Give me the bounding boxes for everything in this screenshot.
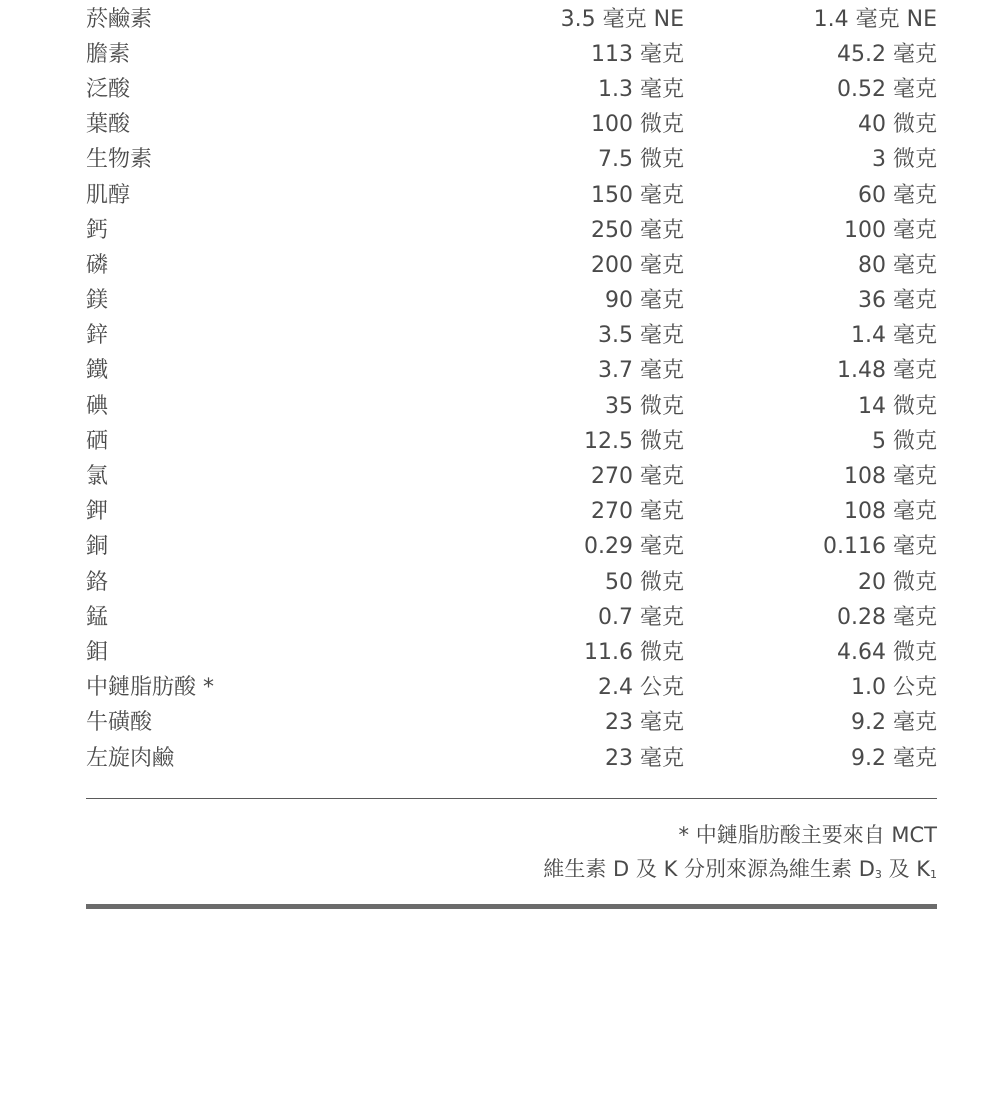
- nutrient-name: 錳: [86, 604, 109, 630]
- nutrient-name: 左旋肉鹼: [86, 745, 175, 771]
- footnote-vitamin-source: [86, 852, 937, 886]
- value-col2: 14 微克: [858, 393, 937, 419]
- nutrient-name: 鉀: [86, 499, 109, 525]
- footnote-mct: * 中鏈脂肪酸主要來自 MCT: [678, 823, 937, 847]
- value-col1: 200 毫克: [591, 252, 684, 278]
- value-col2: 20 微克: [858, 569, 937, 595]
- value-col1: 3.5 毫克 NE: [560, 6, 684, 32]
- value-col1: 3.5 毫克: [598, 323, 684, 349]
- value-col2: 80 毫克: [858, 252, 937, 278]
- value-col2: 1.4 毫克 NE: [813, 6, 937, 32]
- value-col2: 9.2 毫克: [851, 710, 937, 736]
- value-col1: 0.29 毫克: [584, 534, 684, 560]
- nutrient-name: 碘: [86, 393, 109, 419]
- value-col1: 1.3 毫克: [598, 76, 684, 102]
- nutrient-name: 磷: [86, 252, 109, 278]
- value-col2: 1.4 毫克: [851, 323, 937, 349]
- nutrient-name: 肌醇: [86, 182, 131, 208]
- table-row: [86, 143, 937, 178]
- nutrient-name: 銅: [86, 534, 109, 560]
- value-col2: 5 微克: [872, 428, 937, 454]
- value-col2: 0.52 毫克: [837, 76, 937, 102]
- value-col2: 108 毫克: [844, 499, 937, 525]
- table-row: [86, 389, 937, 424]
- value-col2: 40 微克: [858, 112, 937, 138]
- nutrient-name: 鎂: [86, 288, 109, 314]
- nutrient-name: 氯: [86, 464, 109, 490]
- nutrient-name: 鉬: [86, 639, 109, 665]
- value-col1: 11.6 微克: [584, 639, 684, 665]
- value-col2: 3 微克: [872, 147, 937, 173]
- footnote-vitamin-d-subscript: 3: [874, 868, 882, 881]
- value-col2: 4.64 微克: [837, 639, 937, 665]
- nutrition-table: [86, 2, 937, 776]
- value-col2: 9.2 毫克: [851, 745, 937, 771]
- footnote-vitamin-text: 維生素 D 及 K 分別來源為維生素 D: [543, 857, 875, 881]
- value-col1: 0.7 毫克: [598, 604, 684, 630]
- table-row: [86, 319, 937, 354]
- nutrient-name: 生物素: [86, 147, 153, 173]
- nutrient-name: 泛酸: [86, 76, 131, 102]
- table-row: [86, 178, 937, 213]
- table-row: [86, 635, 937, 670]
- value-col2: 100 毫克: [844, 217, 937, 243]
- value-col1: 100 微克: [591, 112, 684, 138]
- table-row: [86, 248, 937, 283]
- nutrient-name: 菸鹼素: [86, 6, 153, 32]
- value-col2: 0.116 毫克: [823, 534, 937, 560]
- value-col1: 23 毫克: [605, 745, 684, 771]
- nutrient-name: 鋅: [86, 323, 109, 349]
- nutrient-name: 中鏈脂肪酸 *: [86, 675, 214, 701]
- footnote-vitamin-k-subscript: 1: [930, 868, 937, 881]
- value-col2: 45.2 毫克: [837, 41, 937, 67]
- table-divider: [86, 798, 937, 799]
- footnote-vitamin-text-k: 及 K: [881, 857, 930, 881]
- table-row: [86, 2, 937, 37]
- value-col1: 50 微克: [605, 569, 684, 595]
- table-row: [86, 459, 937, 494]
- value-col2: 36 毫克: [858, 288, 937, 314]
- table-row: [86, 213, 937, 248]
- table-row: [86, 565, 937, 600]
- nutrient-name: 葉酸: [86, 112, 131, 138]
- nutrient-name: 膽素: [86, 41, 131, 67]
- table-row: [86, 284, 937, 319]
- table-row: [86, 108, 937, 143]
- nutrient-name: 鈣: [86, 217, 109, 243]
- nutrient-name: 硒: [86, 428, 109, 454]
- value-col1: 35 微克: [605, 393, 684, 419]
- value-col1: 270 毫克: [591, 499, 684, 525]
- value-col2: 1.0 公克: [851, 675, 937, 701]
- table-row: [86, 600, 937, 635]
- value-col2: 108 毫克: [844, 464, 937, 490]
- table-row: [86, 530, 937, 565]
- value-col1: 23 毫克: [605, 710, 684, 736]
- footnotes: [86, 818, 937, 886]
- table-row: [86, 671, 937, 706]
- value-col1: 12.5 微克: [584, 428, 684, 454]
- nutrient-name: 牛磺酸: [86, 710, 153, 736]
- nutrient-name: 鐵: [86, 358, 109, 384]
- value-col1: 3.7 毫克: [598, 358, 684, 384]
- value-col1: 113 毫克: [591, 41, 684, 67]
- nutrient-name: 鉻: [86, 569, 109, 595]
- table-row: [86, 354, 937, 389]
- value-col2: 1.48 毫克: [837, 358, 937, 384]
- value-col1: 250 毫克: [591, 217, 684, 243]
- table-row: [86, 37, 937, 72]
- value-col1: 150 毫克: [591, 182, 684, 208]
- value-col1: 270 毫克: [591, 464, 684, 490]
- table-row: [86, 424, 937, 459]
- value-col2: 0.28 毫克: [837, 604, 937, 630]
- value-col1: 2.4 公克: [598, 675, 684, 701]
- value-col1: 90 毫克: [605, 288, 684, 314]
- table-row: [86, 495, 937, 530]
- table-row: [86, 706, 937, 741]
- bottom-divider: [86, 904, 937, 909]
- value-col2: 60 毫克: [858, 182, 937, 208]
- value-col1: 7.5 微克: [598, 147, 684, 173]
- table-row: [86, 72, 937, 107]
- table-row: [86, 741, 937, 776]
